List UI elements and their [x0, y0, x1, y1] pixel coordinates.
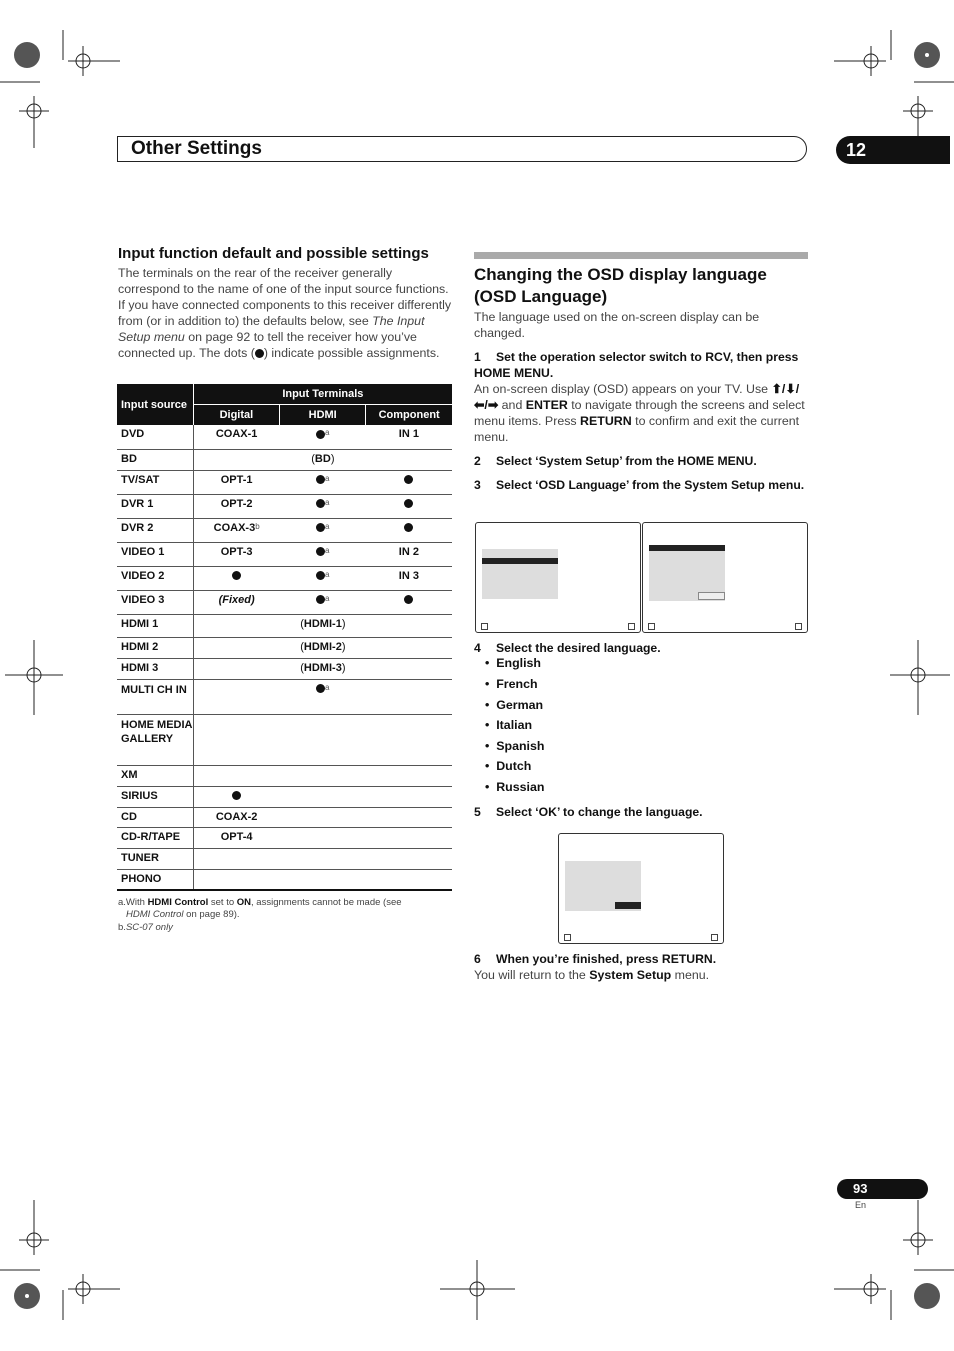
dot-icon	[232, 791, 241, 800]
section-title-osd-language: Changing the OSD display language (OSD Language)	[474, 265, 767, 306]
dot-icon	[316, 430, 325, 439]
table-row: SIRIUS	[117, 786, 452, 807]
table-row: DVR 2 COAX-3$^b$ $^a$	[117, 518, 452, 542]
step-1: 1 Set the operation selector switch to RCV, then press HOME MENU.	[474, 350, 799, 380]
menu-panel	[482, 549, 558, 599]
table-row: CD-R/TAPE OPT-4	[117, 827, 452, 848]
language-item: • German	[485, 698, 544, 712]
table-row: BD (BD)	[117, 449, 452, 470]
table-row: HOME MEDIA GALLERY	[117, 714, 452, 765]
table-row: DVD COAX-1 $^a$ IN 1	[117, 425, 452, 449]
dot-icon	[404, 475, 413, 484]
dot-icon	[316, 499, 325, 508]
dot-icon	[316, 571, 325, 580]
dot-icon	[316, 475, 325, 484]
screen-corner-icon	[711, 934, 718, 941]
col-component: Component	[366, 404, 452, 425]
col-input-source: Input source	[117, 384, 193, 425]
dot-icon	[404, 595, 413, 604]
language-item: • French	[485, 677, 538, 691]
chapter-title: Other Settings	[131, 138, 262, 159]
page-number: 93	[837, 1179, 928, 1199]
chapter-number: 12	[836, 136, 950, 164]
table-row: VIDEO 3 (Fixed) $^a$	[117, 590, 452, 614]
dot-icon	[316, 595, 325, 604]
ok-highlight	[615, 902, 641, 909]
step-6: 6 When you’re finished, press RETURN.	[474, 952, 717, 966]
osd-screen-language-confirm	[558, 833, 724, 944]
col-digital: Digital	[193, 404, 279, 425]
footnote-b: b.SC-07 only	[118, 922, 173, 933]
table-row: HDMI 1 (HDMI-1)	[117, 614, 452, 637]
dot-icon	[232, 571, 241, 580]
screen-corner-icon	[481, 623, 488, 630]
language-item: • Russian	[485, 780, 545, 794]
screen-corner-icon	[648, 623, 655, 630]
screen-corner-icon	[795, 623, 802, 630]
dot-icon	[255, 349, 264, 358]
menu-highlight	[482, 558, 558, 564]
col-input-terminals: Input Terminals	[193, 384, 452, 404]
dot-icon	[316, 547, 325, 556]
intro-paragraph: The terminals on the rear of the receiver generally correspond to the name of one of the input source functions. If you have connected components to this receiver differently from (or in addition to) the defaults below, see The Input Setup menu on page 92 to tell the receiver how you’ve connected up. The dots ( ) indicate possible assignments.	[118, 266, 452, 360]
language-item: • English	[485, 656, 541, 670]
osd-screen-system-setup	[642, 522, 808, 633]
chapter-header	[117, 136, 807, 162]
table-row: HDMI 3 (HDMI-3)	[117, 658, 452, 679]
ok-box	[698, 592, 725, 600]
section-rule	[474, 252, 808, 259]
step-2: 2 Select ‘System Setup’ from the HOME MENU.	[474, 454, 757, 468]
footnote-a: a.With HDMI Control set to ON, assignments cannot be made (see HDMI Control on page 89).	[118, 897, 402, 920]
language-item: • Dutch	[485, 759, 532, 773]
screen-corner-icon	[564, 934, 571, 941]
language-item: • Spanish	[485, 739, 545, 753]
table-row: CD COAX-2	[117, 807, 452, 827]
step-3: 3 Select ‘OSD Language’ from the System Setup menu.	[474, 478, 805, 492]
dot-icon	[316, 684, 325, 693]
step-1-body: An on-screen display (OSD) appears on your TV. Use ⬆/⬇/⬅/➡ and ENTER to navigate through the screens and select menu items. Press RETURN to confirm and exit the current menu.	[474, 382, 805, 444]
section-title-input-function: Input function default and possible settings	[118, 245, 429, 262]
page-language: En	[855, 1200, 867, 1210]
table-row: XM	[117, 765, 452, 786]
table-row: HDMI 2 (HDMI-2)	[117, 637, 452, 658]
table-row: TV/SAT OPT-1 $^a$	[117, 470, 452, 494]
dot-icon	[404, 499, 413, 508]
screen-corner-icon	[628, 623, 635, 630]
step-4: 4 Select the desired language.	[474, 641, 661, 655]
step-5: 5 Select ‘OK’ to change the language.	[474, 805, 703, 819]
step-6-body: You will return to the System Setup menu.	[474, 968, 710, 982]
table-row: TUNER	[117, 848, 452, 869]
input-settings-table	[117, 384, 452, 891]
col-hdmi: HDMI	[280, 404, 366, 425]
table-row: VIDEO 2 $^a$ IN 3	[117, 566, 452, 590]
table-row: PHONO	[117, 869, 452, 890]
dot-icon	[316, 523, 325, 532]
table-row: MULTI CH IN $^a$	[117, 679, 452, 714]
osd-screen-home-menu	[475, 522, 641, 633]
language-item: • Italian	[485, 718, 533, 732]
table-row: DVR 1 OPT-2 $^a$	[117, 494, 452, 518]
osd-intro: The language used on the on-screen display can be changed.	[474, 310, 760, 340]
dot-icon	[404, 523, 413, 532]
table-row: VIDEO 1 OPT-3 $^a$ IN 2	[117, 542, 452, 566]
